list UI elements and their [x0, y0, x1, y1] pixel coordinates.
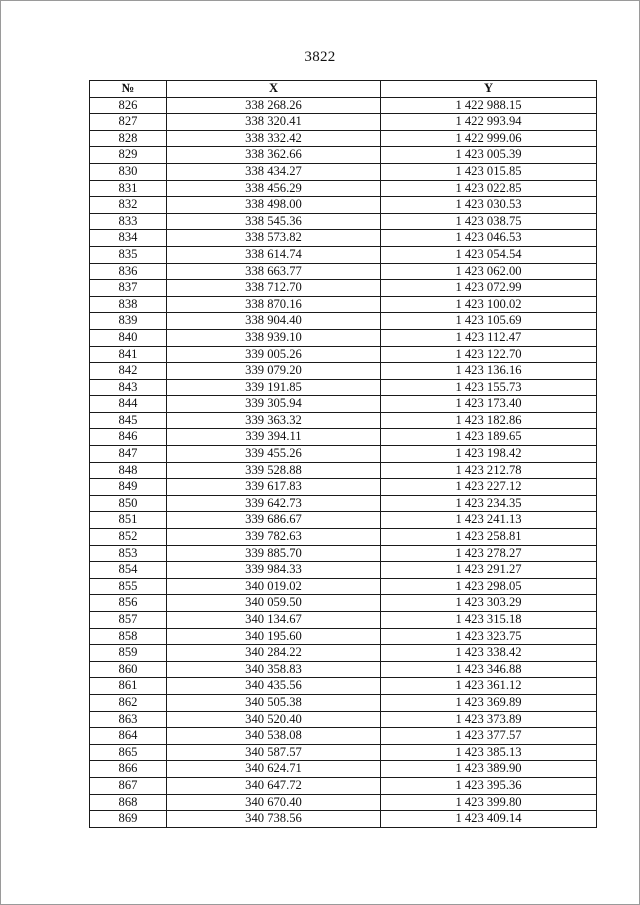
point-number-cell: 840: [90, 329, 167, 346]
point-number-cell: 834: [90, 230, 167, 247]
y-coordinate-cell: 1 423 198.42: [381, 446, 597, 463]
table-row: [90, 396, 597, 413]
point-number-cell: 847: [90, 446, 167, 463]
y-coordinate-cell: 1 423 105.69: [381, 313, 597, 330]
y-coordinate-cell: 1 423 112.47: [381, 329, 597, 346]
x-coordinate-cell: 339 782.63: [167, 529, 381, 546]
table-row: [90, 147, 597, 164]
point-number-cell: 868: [90, 794, 167, 811]
point-number-cell: 837: [90, 280, 167, 297]
table-row: [90, 744, 597, 761]
table-row: [90, 97, 597, 114]
table-row: [90, 761, 597, 778]
y-coordinate-cell: 1 423 291.27: [381, 562, 597, 579]
y-coordinate-cell: 1 423 182.86: [381, 412, 597, 429]
x-coordinate-cell: 339 617.83: [167, 479, 381, 496]
table-row: [90, 280, 597, 297]
point-number-cell: 858: [90, 628, 167, 645]
point-number-cell: 853: [90, 545, 167, 562]
x-coordinate-cell: 340 284.22: [167, 645, 381, 662]
x-coordinate-cell: 339 885.70: [167, 545, 381, 562]
x-coordinate-cell: 340 647.72: [167, 777, 381, 794]
x-coordinate-cell: 339 305.94: [167, 396, 381, 413]
point-number-cell: 831: [90, 180, 167, 197]
table-row: [90, 678, 597, 695]
point-number-cell: 838: [90, 296, 167, 313]
x-coordinate-cell: 338 663.77: [167, 263, 381, 280]
page-number: 3822: [304, 49, 336, 65]
x-coordinate-cell: 339 984.33: [167, 562, 381, 579]
y-coordinate-cell: 1 423 173.40: [381, 396, 597, 413]
table-row: [90, 495, 597, 512]
point-number-cell: 849: [90, 479, 167, 496]
point-number-cell: 850: [90, 495, 167, 512]
point-number-cell: 843: [90, 379, 167, 396]
point-number-cell: 865: [90, 744, 167, 761]
y-coordinate-cell: 1 423 122.70: [381, 346, 597, 363]
table-row: [90, 412, 597, 429]
y-coordinate-cell: 1 423 361.12: [381, 678, 597, 695]
y-coordinate-cell: 1 423 054.54: [381, 246, 597, 263]
point-number-cell: 869: [90, 811, 167, 828]
table-row: [90, 363, 597, 380]
y-coordinate-cell: 1 423 373.89: [381, 711, 597, 728]
x-coordinate-cell: 339 079.20: [167, 363, 381, 380]
table-row: [90, 446, 597, 463]
y-coordinate-cell: 1 423 100.02: [381, 296, 597, 313]
table-row: [90, 777, 597, 794]
table-row: [90, 462, 597, 479]
x-coordinate-cell: 338 904.40: [167, 313, 381, 330]
point-number-cell: 832: [90, 197, 167, 214]
point-number-cell: 835: [90, 246, 167, 263]
table-row: [90, 612, 597, 629]
table-row: [90, 197, 597, 214]
x-coordinate-cell: 338 545.36: [167, 213, 381, 230]
y-coordinate-cell: 1 423 278.27: [381, 545, 597, 562]
y-coordinate-cell: 1 423 015.85: [381, 163, 597, 180]
y-coordinate-cell: 1 423 136.16: [381, 363, 597, 380]
table-row: [90, 313, 597, 330]
point-number-cell: 867: [90, 777, 167, 794]
table-header-row: [90, 81, 597, 98]
x-coordinate-cell: 338 362.66: [167, 147, 381, 164]
y-coordinate-cell: 1 423 338.42: [381, 645, 597, 662]
x-coordinate-cell: 340 738.56: [167, 811, 381, 828]
point-number-cell: 861: [90, 678, 167, 695]
x-coordinate-cell: 340 435.56: [167, 678, 381, 695]
table-row: [90, 512, 597, 529]
table-row: [90, 379, 597, 396]
table-row: [90, 479, 597, 496]
y-coordinate-cell: 1 423 155.73: [381, 379, 597, 396]
table-row: [90, 529, 597, 546]
table-row: [90, 180, 597, 197]
x-coordinate-cell: 340 538.08: [167, 728, 381, 745]
x-coordinate-cell: 340 520.40: [167, 711, 381, 728]
y-coordinate-cell: 1 423 395.36: [381, 777, 597, 794]
point-number-cell: 859: [90, 645, 167, 662]
y-coordinate-cell: 1 423 303.29: [381, 595, 597, 612]
point-number-cell: 827: [90, 114, 167, 131]
table-row: [90, 263, 597, 280]
x-coordinate-cell: 338 268.26: [167, 97, 381, 114]
y-coordinate-cell: 1 422 988.15: [381, 97, 597, 114]
point-number-cell: 852: [90, 529, 167, 546]
y-coordinate-cell: 1 423 323.75: [381, 628, 597, 645]
x-coordinate-cell: 338 870.16: [167, 296, 381, 313]
table-row: [90, 246, 597, 263]
x-coordinate-cell: 339 528.88: [167, 462, 381, 479]
y-coordinate-cell: 1 423 227.12: [381, 479, 597, 496]
x-coordinate-cell: 338 712.70: [167, 280, 381, 297]
point-number-cell: 856: [90, 595, 167, 612]
y-coordinate-cell: 1 423 189.65: [381, 429, 597, 446]
x-coordinate-cell: 340 624.71: [167, 761, 381, 778]
table-row: [90, 694, 597, 711]
x-coordinate-cell: 338 456.29: [167, 180, 381, 197]
table-row: [90, 661, 597, 678]
y-coordinate-cell: 1 423 389.90: [381, 761, 597, 778]
y-coordinate-cell: 1 423 346.88: [381, 661, 597, 678]
table-row: [90, 595, 597, 612]
y-coordinate-cell: 1 423 062.00: [381, 263, 597, 280]
x-coordinate-cell: 338 332.42: [167, 130, 381, 147]
x-coordinate-cell: 340 587.57: [167, 744, 381, 761]
y-coordinate-cell: 1 423 399.80: [381, 794, 597, 811]
y-coordinate-cell: 1 423 234.35: [381, 495, 597, 512]
table-row: [90, 429, 597, 446]
table-row: [90, 628, 597, 645]
y-coordinate-cell: 1 423 005.39: [381, 147, 597, 164]
header-x: X: [167, 81, 381, 98]
table-row: [90, 645, 597, 662]
y-coordinate-cell: 1 423 241.13: [381, 512, 597, 529]
x-coordinate-cell: 338 434.27: [167, 163, 381, 180]
point-number-cell: 839: [90, 313, 167, 330]
point-number-cell: 863: [90, 711, 167, 728]
x-coordinate-cell: 339 686.67: [167, 512, 381, 529]
point-number-cell: 862: [90, 694, 167, 711]
table-row: [90, 296, 597, 313]
point-number-cell: 866: [90, 761, 167, 778]
x-coordinate-cell: 340 505.38: [167, 694, 381, 711]
table-row: [90, 545, 597, 562]
x-coordinate-cell: 340 670.40: [167, 794, 381, 811]
point-number-cell: 845: [90, 412, 167, 429]
x-coordinate-cell: 339 191.85: [167, 379, 381, 396]
table-row: [90, 728, 597, 745]
y-coordinate-cell: 1 423 072.99: [381, 280, 597, 297]
y-coordinate-cell: 1 423 409.14: [381, 811, 597, 828]
y-coordinate-cell: 1 423 030.53: [381, 197, 597, 214]
point-number-cell: 846: [90, 429, 167, 446]
y-coordinate-cell: 1 423 258.81: [381, 529, 597, 546]
coordinates-table: [89, 80, 597, 828]
point-number-cell: 844: [90, 396, 167, 413]
x-coordinate-cell: 338 498.00: [167, 197, 381, 214]
x-coordinate-cell: 339 394.11: [167, 429, 381, 446]
table-row: [90, 163, 597, 180]
table-row: [90, 562, 597, 579]
y-coordinate-cell: 1 423 385.13: [381, 744, 597, 761]
point-number-cell: 855: [90, 578, 167, 595]
x-coordinate-cell: 339 642.73: [167, 495, 381, 512]
y-coordinate-cell: 1 423 046.53: [381, 230, 597, 247]
point-number-cell: 860: [90, 661, 167, 678]
y-coordinate-cell: 1 423 212.78: [381, 462, 597, 479]
point-number-cell: 841: [90, 346, 167, 363]
table-body: [90, 97, 597, 827]
table-row: [90, 578, 597, 595]
y-coordinate-cell: 1 423 022.85: [381, 180, 597, 197]
x-coordinate-cell: 340 195.60: [167, 628, 381, 645]
point-number-cell: 833: [90, 213, 167, 230]
table-row: [90, 711, 597, 728]
y-coordinate-cell: 1 423 038.75: [381, 213, 597, 230]
header-number: №: [90, 81, 167, 98]
table-row: [90, 130, 597, 147]
x-coordinate-cell: 338 614.74: [167, 246, 381, 263]
point-number-cell: 828: [90, 130, 167, 147]
x-coordinate-cell: 340 134.67: [167, 612, 381, 629]
table-row: [90, 346, 597, 363]
y-coordinate-cell: 1 423 369.89: [381, 694, 597, 711]
header-y: Y: [381, 81, 597, 98]
x-coordinate-cell: 339 363.32: [167, 412, 381, 429]
x-coordinate-cell: 340 019.02: [167, 578, 381, 595]
point-number-cell: 826: [90, 97, 167, 114]
table-row: [90, 114, 597, 131]
x-coordinate-cell: 338 939.10: [167, 329, 381, 346]
point-number-cell: 864: [90, 728, 167, 745]
point-number-cell: 836: [90, 263, 167, 280]
x-coordinate-cell: 339 005.26: [167, 346, 381, 363]
point-number-cell: 842: [90, 363, 167, 380]
point-number-cell: 857: [90, 612, 167, 629]
table-row: [90, 794, 597, 811]
y-coordinate-cell: 1 422 999.06: [381, 130, 597, 147]
point-number-cell: 829: [90, 147, 167, 164]
point-number-cell: 848: [90, 462, 167, 479]
x-coordinate-cell: 338 573.82: [167, 230, 381, 247]
x-coordinate-cell: 340 358.83: [167, 661, 381, 678]
y-coordinate-cell: 1 423 298.05: [381, 578, 597, 595]
table-row: [90, 213, 597, 230]
x-coordinate-cell: 339 455.26: [167, 446, 381, 463]
table-row: [90, 329, 597, 346]
table-row: [90, 811, 597, 828]
table-row: [90, 230, 597, 247]
point-number-cell: 851: [90, 512, 167, 529]
x-coordinate-cell: 340 059.50: [167, 595, 381, 612]
x-coordinate-cell: 338 320.41: [167, 114, 381, 131]
point-number-cell: 854: [90, 562, 167, 579]
y-coordinate-cell: 1 423 315.18: [381, 612, 597, 629]
point-number-cell: 830: [90, 163, 167, 180]
y-coordinate-cell: 1 423 377.57: [381, 728, 597, 745]
y-coordinate-cell: 1 422 993.94: [381, 114, 597, 131]
